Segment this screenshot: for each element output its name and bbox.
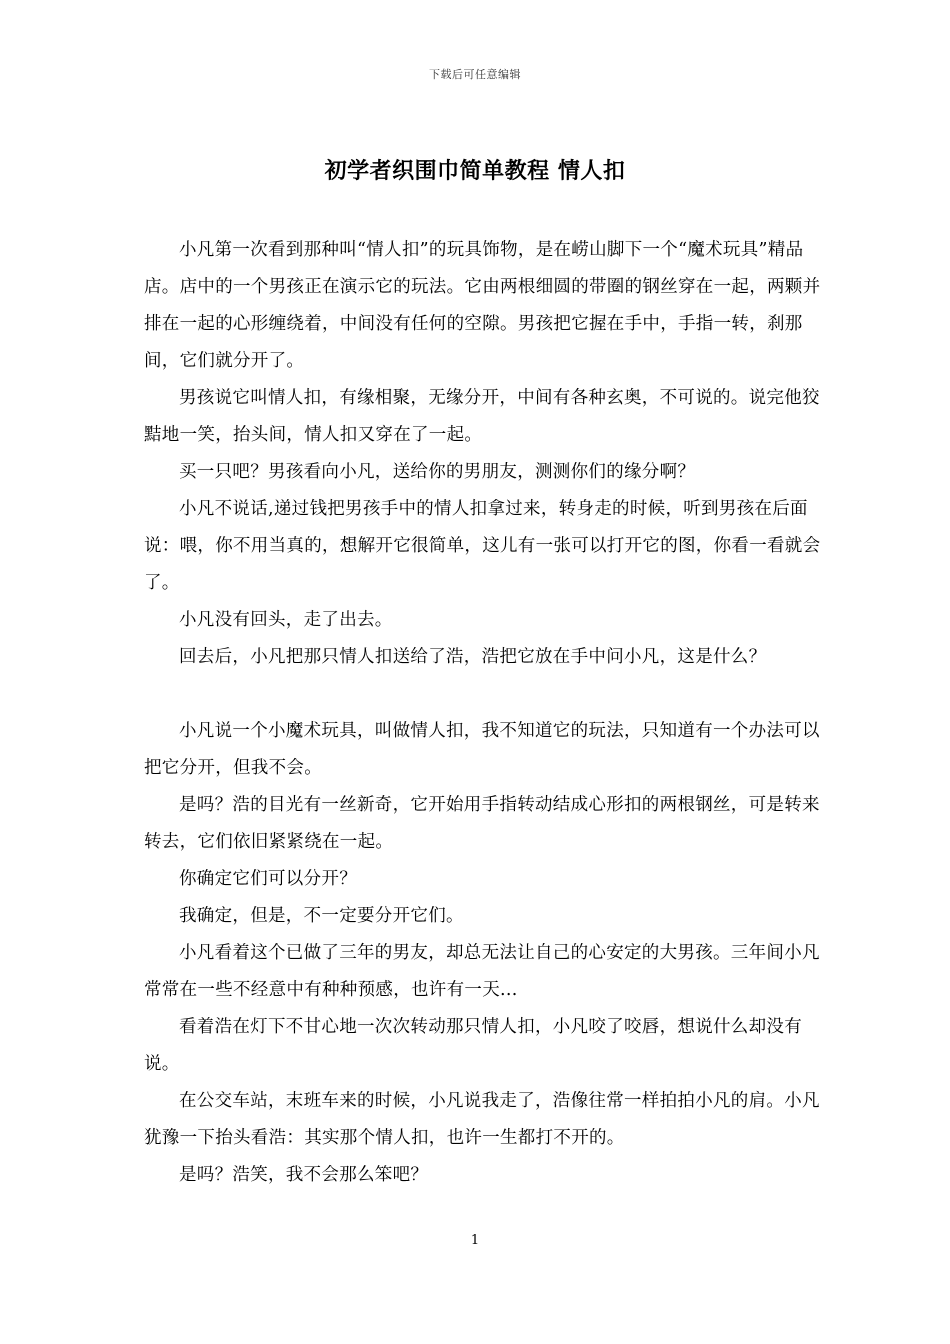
- paragraph: 在公交车站，末班车来的时候，小凡说我走了，浩像往常一样拍拍小凡的肩。小凡犹豫一下抬头看浩：其实那个情人扣，也许一生都打不开的。: [144, 1091, 820, 1148]
- paragraph: 我确定，但是，不一定要分开它们。: [179, 906, 464, 926]
- paragraph: 小凡看着这个已做了三年的男友，却总无法让自己的心安定的大男孩。三年间小凡常常在一些不经意中有种种预感，也许有一天...: [144, 943, 820, 1000]
- page-title: 初学者织围巾简单教程 情人扣: [324, 158, 626, 184]
- paragraph: 小凡说一个小魔术玩具，叫做情人扣，我不知道它的玩法，只知道有一个办法可以把它分开，但我不会。: [144, 721, 820, 778]
- document-body: [144, 232, 824, 1194]
- paragraph-gap: [144, 676, 824, 713]
- paragraph: 男孩说它叫情人扣，有缘相聚，无缘分开，中间有各种玄奥，不可说的。说完他狡黠地一笑，抬头间，情人扣又穿在了一起。: [144, 388, 820, 445]
- paragraph: 你确定它们可以分开？: [179, 869, 357, 889]
- page-number: 1: [470, 1233, 480, 1248]
- paragraph: 买一只吧？男孩看向小凡，送给你的男朋友，测测你们的缘分啊？: [179, 462, 696, 482]
- paragraph: 是吗？浩的目光有一丝新奇，它开始用手指转动结成心形扣的两根钢丝，可是转来转去，它们依旧紧紧绕在一起。: [144, 795, 820, 852]
- paragraph: 小凡第一次看到那种叫“情人扣”的玩具饰物，是在崂山脚下一个“魔术玩具”精品店。店中的一个男孩正在演示它的玩法。它由两根细圆的带圈的钢丝穿在一起，两颗并排在一起的心形缠绕着，中间没有任何的空隙。男孩把它握在手中，手指一转，刹那间，它们就分开了。: [144, 240, 821, 371]
- paragraph: 看着浩在灯下不甘心地一次次转动那只情人扣，小凡咬了咬唇，想说什么却没有说。: [144, 1017, 802, 1074]
- paragraph: 回去后，小凡把那只情人扣送给了浩，浩把它放在手中问小凡，这是什么？: [179, 647, 767, 667]
- paragraph: 小凡不说话,递过钱把男孩手中的情人扣拿过来，转身走的时候，听到男孩在后面说：喂，你不用当真的，想解开它很简单，这儿有一张可以打开它的图，你看一看就会了。: [144, 499, 821, 593]
- header-note: 下载后可任意编辑: [429, 68, 521, 81]
- paragraph: 小凡没有回头，走了出去。: [179, 610, 393, 630]
- paragraph: 是吗？浩笑，我不会那么笨吧？: [179, 1165, 429, 1185]
